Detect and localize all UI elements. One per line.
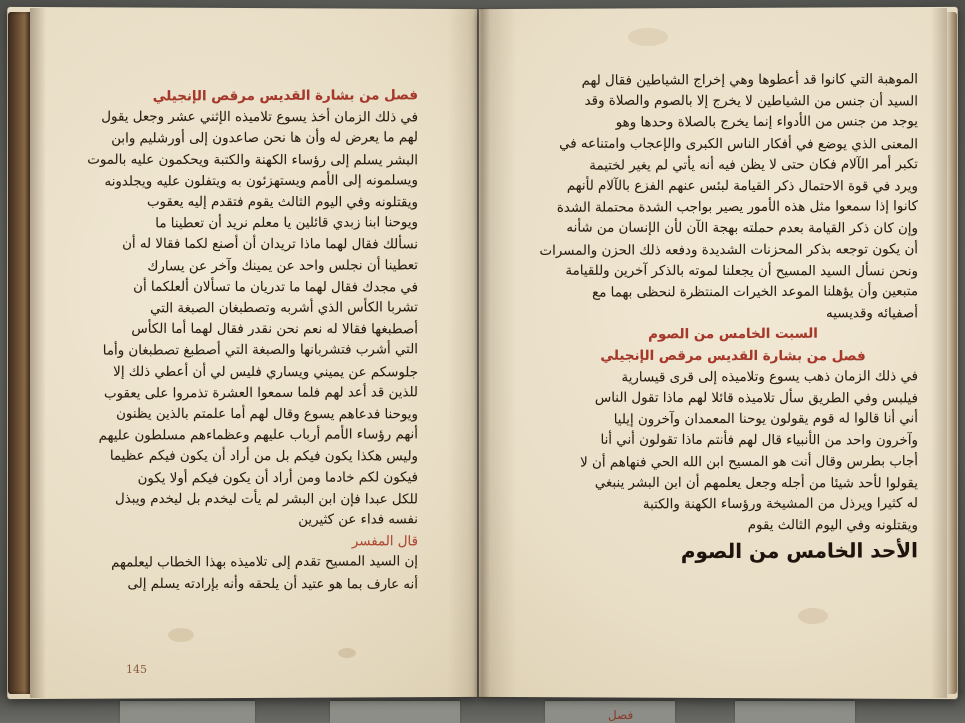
verso-line: تعطينا أن نجلس واحد عن يمينك وآخر عن يسارك xyxy=(147,257,419,275)
verso-line: أصطبغها فقالا له نعم نحن نقدر فقال لهما أما الكأس xyxy=(131,321,419,338)
recto-line: كانوا إذا سمعوا مثل هذه الأمور يصير بواجب الشدة محتملة الشدة xyxy=(556,199,919,216)
verso-line: فيكون لكم خادما ومن أراد أن يكون فيكم أولا يكون xyxy=(137,469,419,487)
verso-line: ويوحنا ابنا زبدي قائلين يا معلم نريد أن تعطينا ما xyxy=(155,215,419,232)
verso-text-block xyxy=(78,86,418,595)
verso-line: في ذلك الزمان أخذ يسوع تلاميذه الإثني عشر وجعل يقول xyxy=(101,109,419,126)
verso-line: جلوسكم عن يميني ويساري فليس لي أن أعطي ذلك إلا xyxy=(113,364,419,380)
recto-rubric-heading-sabbath: السبت الخامس من الصوم xyxy=(648,327,818,343)
verso-line: ويسلمونه إلى الأمم ويستهزئون به ويتفلون عليه ويجلدونه xyxy=(104,173,419,190)
recto-line: ونحن نسأل السيد المسيح أن يجعلنا لموته بالذكر آخرين وللقيامة xyxy=(565,263,919,280)
recto-line: أن يكون توجعه بذكر المحزنات الشديدة ودفعه ذلك الحزن والمسرات xyxy=(539,241,919,259)
recto-line: أني أنا قالوا له قوم يقولون يوحنا المعمدان وآخرون إيليا xyxy=(613,411,919,428)
recto-line: أصفيائه وقديسيه xyxy=(826,306,919,322)
folio-number: 145 xyxy=(126,663,147,676)
verso-line: البشر يسلم إلى رؤساء الكهنة والكتبة ويحكمون عليه بالموت xyxy=(87,152,419,168)
verso-line: وليس هكذا يكون فيكم بل من أراد أن يكون فيكم عظيما xyxy=(109,449,419,465)
recto-line: أجاب بطرس وقال أنت هو المسيح ابن الله الحي فنهاهم أن لا xyxy=(580,453,919,471)
verso-line: أنهم رؤساء الأمم أرباب عليهم وعظماءهم مسلطون عليهم xyxy=(98,427,419,444)
recto-line: يوجد من جنس من الأدواء إنما يخرج بالصلاة وحدها وهو xyxy=(615,114,919,131)
recto-line: ويرد في قوة الاحتمال ذكر القيامة لبئس عنهم الفزع بالآلام لأنهم xyxy=(566,178,919,195)
recto-line: وآخرون واحد من الأنبياء قال لهم فأنتم ماذا تقولون أني أنا xyxy=(600,433,919,449)
verso-heading: فصل من بشارة القديس مرقص الإنجيلي xyxy=(152,88,419,105)
verso-line: للكل عبدا فإن ابن البشر لم يأت ليخدم بل ليخدم ويبذل xyxy=(115,491,419,508)
verso-line: التي أشرب فتشربانها والصبغة التي أصطبغ تصطبغان وأما xyxy=(102,342,419,360)
recto-line: تكبر أمر الآلام فكان حتى لا يظن فيه أنه يأتي لم يغير لختيمة xyxy=(589,157,919,174)
recto-line: وإن كان ذكر القيامة بعدم حملته بهجة الآن لأن الإنسان من شأنه xyxy=(566,221,919,237)
recto-line: في ذلك الزمان ذهب يسوع وتلاميذه إلى قرى قيسارية xyxy=(621,369,919,386)
verso-line: في مجدك فقال لهما ما تدريان ما تسألان ألعلكما أن xyxy=(133,279,419,296)
recto-line: ويقتلونه وفي اليوم الثالث يقوم xyxy=(747,518,919,534)
recto-line: الموهبة التي كانوا قد أعطوها وهي إخراج الشياطين فقال لهم xyxy=(581,72,919,89)
verso-line: نفسه فداء عن كثيرين xyxy=(298,512,419,528)
recto-line: له كثيرا ويرذل من المشيخة ورؤساء الكهنة والكتبة xyxy=(642,496,919,513)
support-block xyxy=(120,701,255,723)
verso-line: نسألك فقال لهما ماذا تريدان أن أصنع لكما فقالا له أن xyxy=(122,237,419,253)
recto-line: فيلبس وفي الطريق سأل تلاميذه قائلا لهم ماذا تقول الناس xyxy=(594,390,919,407)
recto-line: المعنى الذي يوضع في أفكار الناس الكبرى والإعجاب وامتناعه في xyxy=(559,136,919,152)
recto-text-block xyxy=(539,70,919,566)
verso-line: إن السيد المسيح تقدم إلى تلاميذه بهذا الخطاب ليعلمهم xyxy=(111,554,419,572)
support-block xyxy=(735,701,855,723)
verso-line: ويقتلونه وفي اليوم الثالث يقوم فتقدم إليه يعقوب xyxy=(146,194,419,211)
verso-line: أنه عارف بما هو عتيد أن يلحقه وأنه بإرادته يسلم إلى xyxy=(127,576,419,593)
open-codex xyxy=(8,8,957,722)
recto-line: السيد أن جنس من الشياطين لا يخرج إلا بالصوم والصلاة وقد xyxy=(584,93,919,110)
recto-line: يقولوا لأحد شيئا من أجله وجعل يعلمهم أن ابن البشر ينبغي xyxy=(594,475,919,492)
verso-line: تشربا الكأس الذي أشربه وتصطبغان الصبغة التي xyxy=(150,300,419,317)
support-block xyxy=(330,701,460,723)
verso-line: لهم ما يعرض له وأن ها نحن صاعدون إلى أورشليم وابن xyxy=(111,130,419,148)
book-spine xyxy=(8,12,30,694)
recto-line: متبعين وأن يؤهلنا الموعد الخيرات المنتظرة لنحظى بهما مع xyxy=(592,284,919,301)
verso-line: للذين قد أعد لهم فلما سمعوا العشرة تذمروا على يعقوب xyxy=(103,385,419,402)
verso-sub-heading: قال المفسر xyxy=(351,534,419,550)
recto-rubric-heading-gospel: فصل من بشارة القديس مرقص الإنجيلي xyxy=(600,348,866,364)
catchword: فصل xyxy=(608,708,634,722)
recto-big-heading: الأحد الخامس من الصوم xyxy=(680,538,919,564)
fore-edge xyxy=(947,12,957,694)
verso-line: ويوحنا فدعاهم يسوع وقال لهم أما علمتم بالذين يظنون xyxy=(116,406,419,423)
